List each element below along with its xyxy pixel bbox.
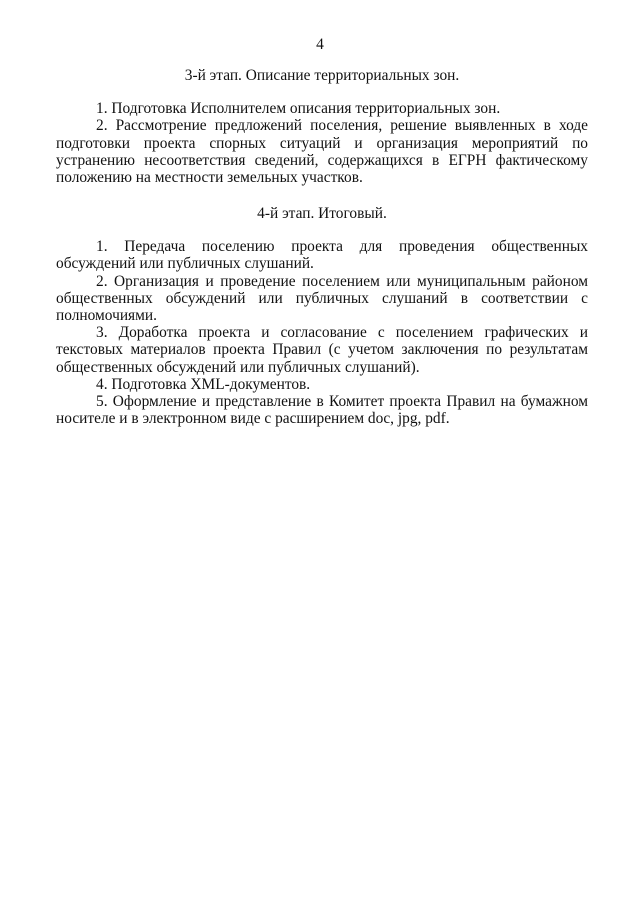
stage-4-item-1: 1. Передача поселению проекта для проведения общественных обсуждений или публичных слушаний. xyxy=(56,238,588,273)
stage-4-item-4: 4. Подготовка XML-документов. xyxy=(96,375,311,393)
stage-4-list xyxy=(56,238,588,427)
stage-4-item-3: 3. Доработка проекта и согласование с поселением графических и текстовых материалов проекта Правил (с учетом заключения по результатам общественных обсуждений или публичных слушаний). xyxy=(56,324,588,376)
stage-3-item-2: 2. Рассмотрение предложений поселения, решение выявленных в ходе подготовки проекта спорных ситуаций и организация мероприятий по устранению несоответствия сведений, содержащихся в ЕГРН фактическому положению на местности земельных участков. xyxy=(56,117,588,187)
stage-4-section xyxy=(56,205,588,427)
stage-4-item-5: 5. Оформление и представление в Комитет проекта Правил на бумажном носителе и в электронном виде с расширением doc, jpg, pdf. xyxy=(56,393,588,428)
stage-3-title: 3-й этап. Описание территориальных зон. xyxy=(184,67,460,84)
stage-4-title: 4-й этап. Итоговый. xyxy=(257,205,387,222)
stage-3-section xyxy=(56,67,588,186)
stage-3-item-1: 1. Подготовка Исполнителем описания территориальных зон. xyxy=(96,100,501,118)
stage-4-item-2: 2. Организация и проведение поселением или муниципальным районом общественных обсуждений или публичных слушаний в соответствии с полномочиями. xyxy=(56,272,588,325)
page-number: 4 xyxy=(316,36,324,53)
stage-3-list xyxy=(56,100,588,186)
